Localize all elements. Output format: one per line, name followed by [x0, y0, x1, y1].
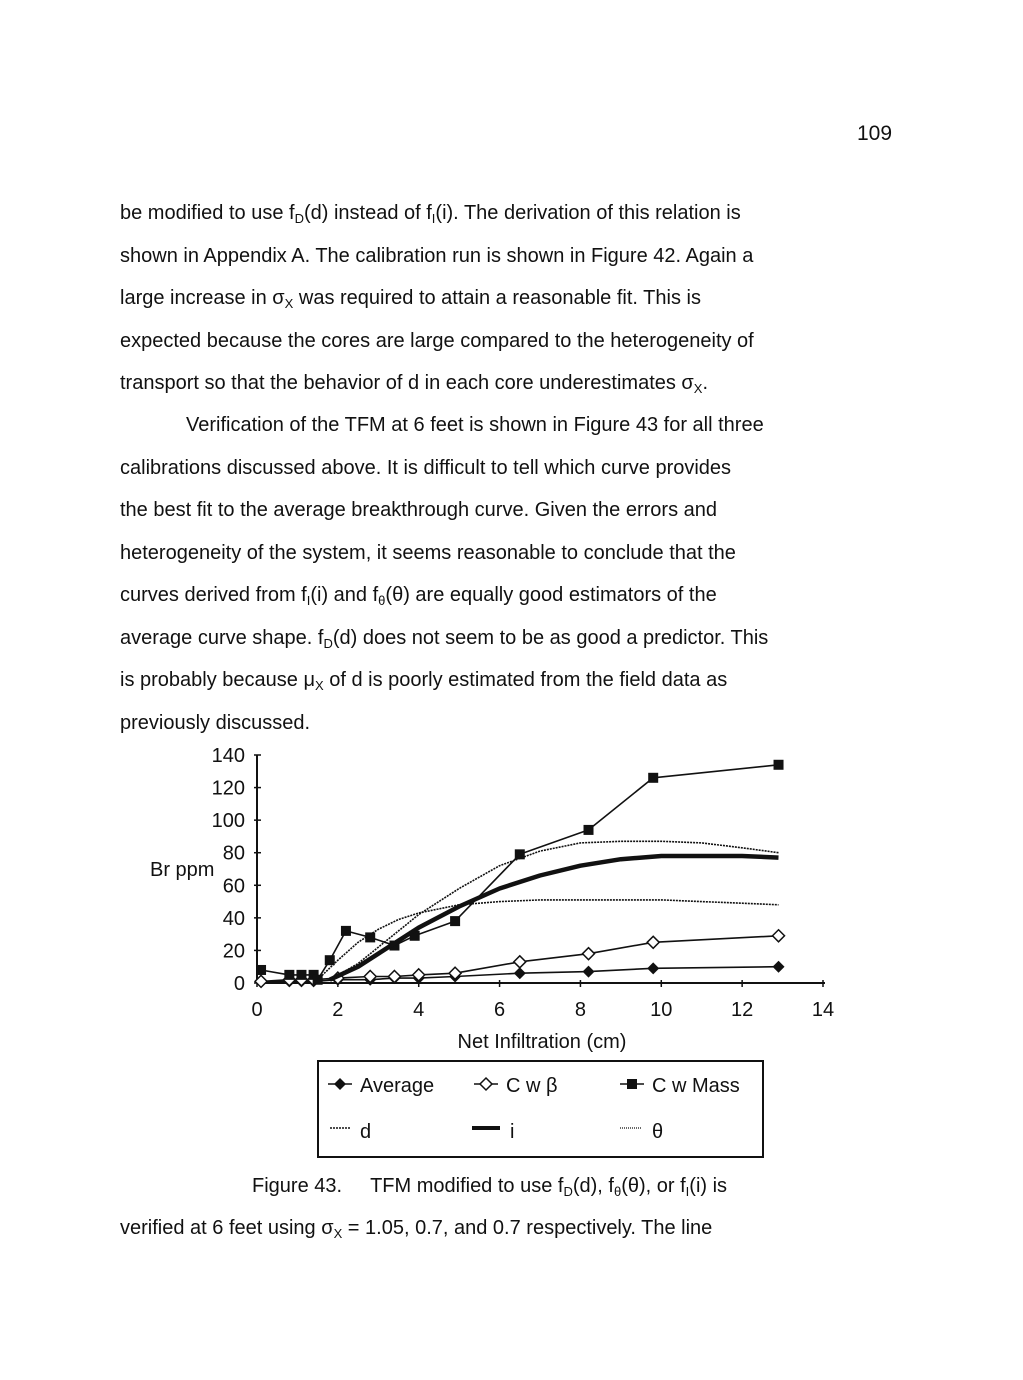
data-point-square — [389, 941, 399, 951]
data-point-square — [309, 970, 319, 980]
series-line — [318, 900, 779, 980]
paragraph-1-line-2: shown in Appendix A. The calibration run is shown in Figure 42. Again a — [120, 244, 754, 267]
series-theta — [330, 841, 779, 979]
data-point-diamond-open — [295, 974, 307, 986]
data-point-square — [584, 825, 594, 835]
page-number: 109 — [857, 122, 893, 145]
paragraph-2-line-2: calibrations discussed above. It is difficult to tell which curve provides — [120, 456, 732, 479]
paragraph-1 — [120, 192, 890, 405]
legend-label-c-w-beta: C w β — [506, 1075, 558, 1097]
data-point-diamond — [413, 972, 425, 984]
chart-axes — [212, 745, 835, 1021]
paragraph-1-line-1: be modified to use $f_D(d)$ instead of $f_I(i)$. The derivation of this relation is — [120, 202, 741, 226]
x-tick-label: 4 — [413, 999, 425, 1021]
series-c-w — [255, 930, 784, 988]
y-tick-label: 20 — [222, 940, 245, 963]
paragraph-2-line-3: the best fit to the average breakthrough curve. Given the errors and — [120, 499, 718, 521]
series-line — [330, 856, 779, 980]
series-line — [261, 936, 779, 982]
x-tick-label: 10 — [650, 999, 673, 1021]
legend-diamond-filled-icon — [334, 1078, 346, 1090]
data-point-diamond — [308, 975, 320, 987]
data-point-square — [325, 955, 335, 965]
data-point-diamond — [647, 962, 659, 974]
legend-entry-average — [328, 1075, 434, 1097]
data-point-diamond-open — [283, 974, 295, 986]
data-point-diamond — [773, 961, 785, 973]
x-tick-label: 12 — [731, 999, 754, 1021]
data-point-square — [410, 931, 420, 941]
paragraph-2-line-4: heterogeneity of the system, it seems reasonable to conclude that the — [120, 541, 736, 564]
caption-line-2: verified at 6 feet using $\sigma_X = 1.05$, 0.7, and 0.7 respectively. The line — [120, 1217, 713, 1241]
data-point-square — [341, 926, 351, 936]
data-point-diamond-open — [583, 948, 595, 960]
x-tick-label: 14 — [811, 999, 835, 1021]
data-point-diamond-open — [449, 967, 461, 979]
legend-entry-c-w-beta — [474, 1075, 558, 1097]
paragraph-2-line-7: is probably because $\mu_X$ of d is poorly estimated from the field data as — [120, 669, 728, 693]
x-axis-label: Net Infiltration (cm) — [457, 1031, 627, 1053]
chart-series — [255, 760, 784, 988]
data-point-diamond — [332, 974, 344, 986]
data-point-diamond-open — [364, 970, 376, 982]
legend-entry-i — [472, 1121, 514, 1143]
y-tick-label: 120 — [211, 777, 245, 800]
data-point-diamond — [283, 975, 295, 987]
data-point-square — [648, 773, 658, 783]
series-c-w-mass — [256, 760, 783, 985]
data-point-diamond — [388, 972, 400, 984]
legend-box — [318, 1061, 763, 1157]
legend-entry-theta — [620, 1121, 663, 1143]
data-point-diamond-open — [308, 974, 320, 986]
y-tick-label: 140 — [211, 745, 245, 767]
legend-label-d: d — [360, 1121, 372, 1143]
data-point-diamond — [583, 966, 595, 978]
y-axis-label: Br ppm — [150, 859, 215, 881]
data-point-square — [774, 760, 784, 770]
data-point-diamond-open — [255, 975, 267, 987]
data-point-diamond — [514, 967, 526, 979]
series-line — [261, 765, 779, 980]
data-point-diamond-open — [647, 936, 659, 948]
paragraph-2-line-8: previously discussed. — [120, 711, 311, 734]
series-i — [330, 856, 779, 980]
series-line — [330, 841, 779, 979]
y-tick-label: 80 — [222, 842, 245, 865]
data-point-square — [515, 849, 525, 859]
data-point-diamond — [364, 974, 376, 986]
figure-caption — [120, 1165, 900, 1249]
y-tick-label: 100 — [211, 810, 245, 833]
paragraph-2-line-5: curves derived from $f_I(i)$ and $f_\theta(\theta)$ are equally good estimators of the — [120, 584, 717, 608]
series-d — [318, 900, 779, 980]
data-point-diamond-open — [413, 969, 425, 981]
x-tick-label: 0 — [251, 999, 263, 1021]
data-point-square — [365, 932, 375, 942]
x-tick-label: 6 — [494, 999, 506, 1021]
legend-diamond-open-icon — [480, 1078, 492, 1090]
caption-line-1: Figure 43. TFM modified to use $f_D(d)$, $f_\theta(\theta)$, or $f_I(i)$ is — [252, 1175, 728, 1199]
y-tick-label: 0 — [233, 973, 245, 995]
series-average — [255, 961, 784, 988]
data-point-diamond — [295, 975, 307, 987]
data-point-diamond-open — [773, 930, 785, 942]
x-tick-label: 2 — [332, 999, 344, 1021]
data-point-square — [296, 970, 306, 980]
legend-label-c-w-mass: C w Mass — [652, 1075, 740, 1097]
y-tick-label: 60 — [222, 875, 245, 898]
legend-label-theta: θ — [652, 1121, 664, 1143]
paragraph-2 — [120, 404, 890, 744]
data-point-square — [256, 965, 266, 975]
paragraph-1-line-3: large increase in $\sigma_X$ was required to attain a reasonable fit. This is — [120, 287, 701, 311]
x-tick-label: 8 — [574, 999, 586, 1021]
data-point-square — [450, 916, 460, 926]
data-point-diamond-open — [388, 970, 400, 982]
paragraph-1-line-4: expected because the cores are large compared to the heterogeneity of — [120, 329, 754, 352]
paragraph-1-line-5: transport so that the behavior of d in each core underestimates $\sigma_X$. — [120, 372, 709, 396]
data-point-diamond — [255, 975, 267, 987]
legend-entry-c-w-mass — [620, 1075, 740, 1097]
legend-label-average: Average — [360, 1075, 435, 1097]
chart-legend — [318, 1061, 763, 1157]
legend-square-filled-icon — [627, 1079, 637, 1089]
series-line — [261, 967, 779, 982]
data-point-square — [313, 975, 323, 985]
paragraph-2-line-6: average curve shape. $f_D(d)$ does not seem to be as good a predictor. This — [120, 626, 769, 651]
y-tick-label: 40 — [222, 907, 245, 930]
data-point-diamond — [449, 970, 461, 982]
paragraph-2-line-1: Verification of the TFM at 6 feet is shown in Figure 43 for all three — [186, 414, 764, 436]
data-point-square — [284, 970, 294, 980]
legend-label-i: i — [510, 1121, 515, 1143]
legend-entry-d — [330, 1121, 371, 1143]
data-point-diamond-open — [332, 972, 344, 984]
data-point-diamond-open — [514, 956, 526, 968]
